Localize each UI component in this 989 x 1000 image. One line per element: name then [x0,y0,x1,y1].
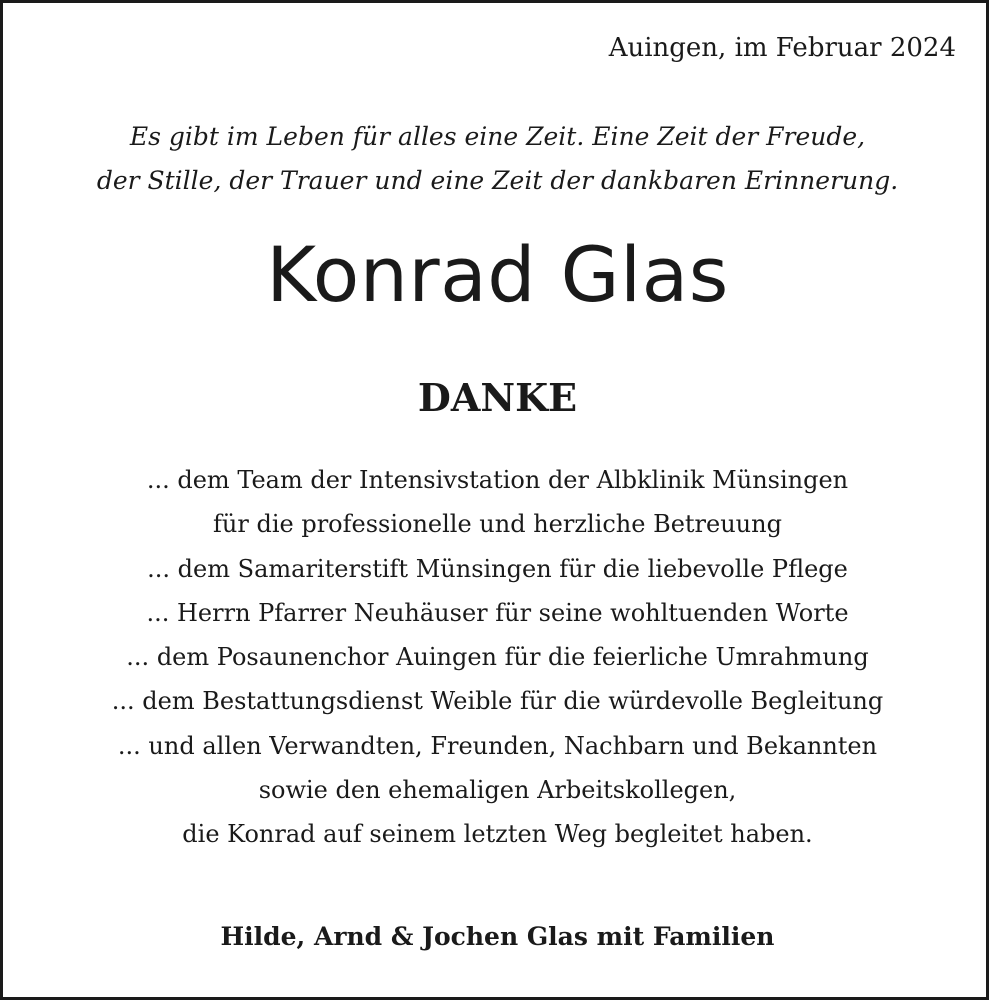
thanks-line: ... und allen Verwandten, Freunden, Nachbarn und Bekannten [117,731,878,760]
quote-line: der Stille, der Trauer und eine Zeit der dankbaren Erinnerung. [96,166,899,195]
thanks-line: die Konrad auf seinem letzten Weg begleitet haben. [182,820,813,849]
thanks-line: für die professionelle und herzliche Betreuung [213,510,782,539]
quote-block [3,115,989,203]
date-line: Auingen, im Februar 2024 [608,33,956,63]
thanks-list [3,458,989,857]
danke-heading: DANKE [417,375,578,420]
thanks-line: ... dem Posaunenchor Auingen für die feierliche Umrahmung [126,643,869,672]
thanks-line: ... dem Bestattungsdienst Weible für die würdevolle Begleitung [111,687,884,716]
thanks-line: ... dem Team der Intensivstation der Albklinik Münsingen [146,466,849,494]
thanks-line: ... Herrn Pfarrer Neuhäuser für seine wohltuenden Worte [146,598,849,627]
quote-line: Es gibt im Leben für alles eine Zeit. Eine Zeit der Freude, [129,122,866,151]
signature: Hilde, Arnd & Jochen Glas mit Familien [220,922,775,951]
thanks-line: ... dem Samariterstift Münsingen für die liebevolle Pflege [147,554,848,583]
deceased-name: Konrad Glas [266,230,729,319]
thanks-line: sowie den ehemaligen Arbeitskollegen, [258,776,737,805]
